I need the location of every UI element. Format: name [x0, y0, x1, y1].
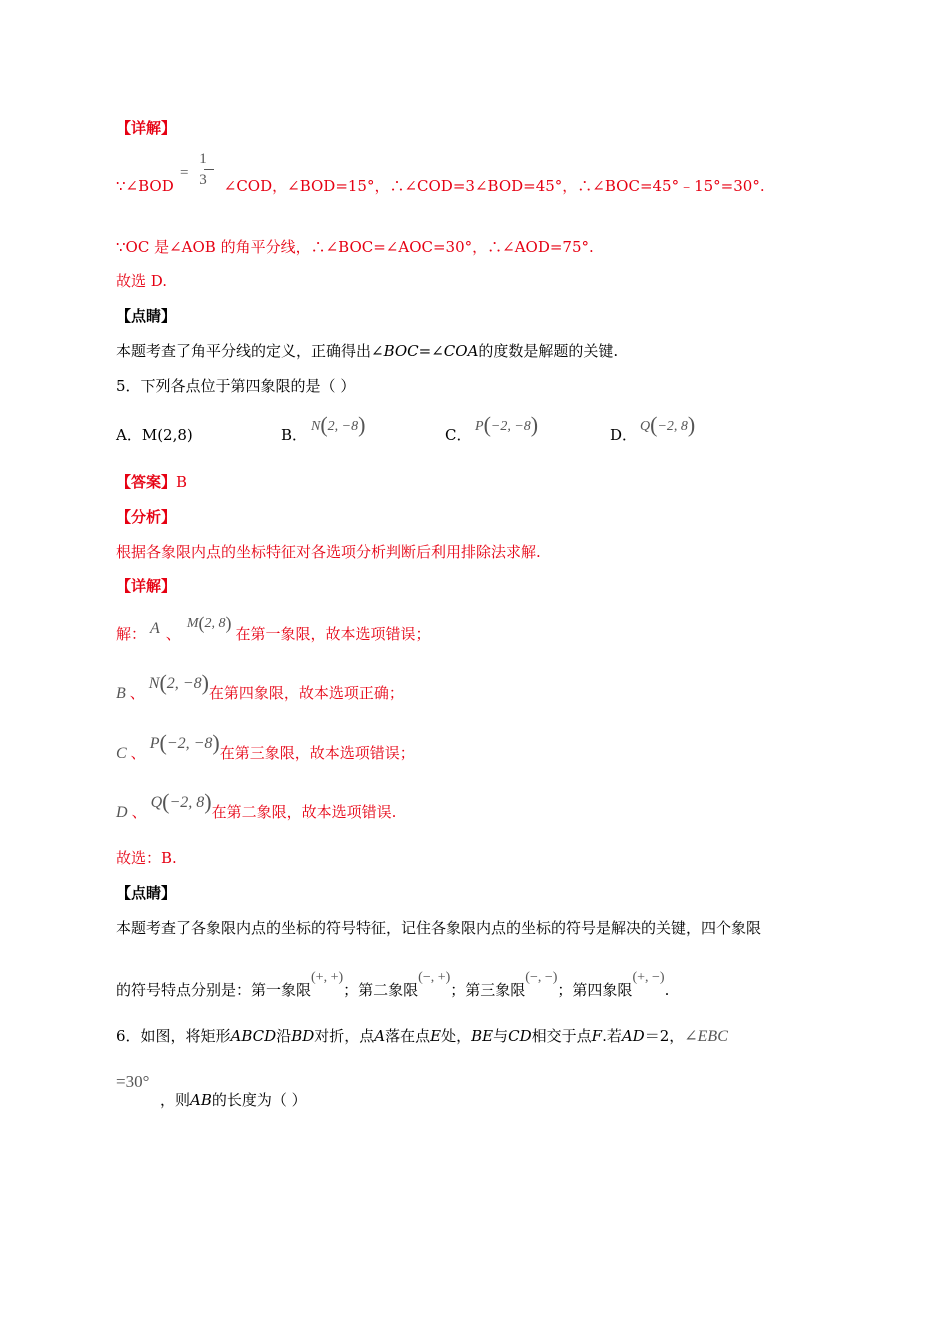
q6-abcd: ABCD	[230, 1027, 277, 1045]
q5-sol-c-math: P(−2, −8)	[149, 730, 220, 755]
q5-option-c-math: P(−2, −8)	[475, 412, 539, 437]
q5-option-d-coord: −2, 8	[657, 419, 688, 434]
q6-stem-g: 相交于点	[531, 1027, 592, 1045]
q6-stem-k: 的长度为（ ）	[211, 1091, 307, 1109]
q4-detail-line2: ∵OC 是∠AOB 的角平分线，∴∠BOC=∠AOC=30°，∴∠AOD=75°.	[116, 238, 594, 256]
q5-sol-c-text: 在第三象限，故本选项错误；	[219, 744, 415, 762]
q5-sol-d-coord: −2, 8	[169, 794, 205, 811]
q6-stem-d: 落在点	[385, 1027, 431, 1045]
q5-sign-q2: (−, +)	[418, 970, 451, 985]
q6-e: E	[430, 1027, 442, 1045]
q5-sol-a-sep: 、	[165, 625, 181, 643]
q6-stem-line1	[116, 1026, 728, 1047]
q4-point-eq: =∠	[418, 342, 444, 360]
q6-bd: BD	[291, 1027, 315, 1045]
q6-f: F	[591, 1027, 603, 1045]
q6-angle-value: =30°	[116, 1072, 150, 1091]
q6-stem-f: 与	[493, 1027, 509, 1045]
q6-stem-line2	[160, 1090, 307, 1110]
q5-option-a: A．M(2,8)	[116, 426, 193, 444]
q5-sol-b-text: 在第四象限，故本选项正确；	[208, 684, 404, 702]
q4-point-tag: 【点睛】	[116, 307, 177, 325]
q5-sol-a-text: 在第一象限，故本选项错误；	[235, 625, 431, 643]
q5-point-line2	[116, 970, 670, 1002]
q5-sol-a-coord: 2, 8	[204, 616, 226, 631]
q5-option-b-coord: 2, −8	[327, 419, 359, 434]
q4-point-b: 的度数是解题的关键.	[478, 342, 619, 360]
q5-choice: 故选：B.	[116, 849, 177, 867]
q5-sol-d-text: 在第二象限，故本选项错误.	[211, 803, 397, 821]
q4-line1-a: ∵∠BOD	[116, 177, 174, 195]
q5-sol-b	[116, 670, 404, 704]
q4-point-a: 本题考查了角平分线的定义，正确得出∠	[116, 342, 384, 360]
q5-sol-a-math: M(2, 8)	[186, 613, 232, 633]
q5-sign-q4: (+, −)	[632, 970, 665, 985]
q5-sol-b-pt: N	[148, 675, 160, 692]
q5-sign-q1: (+, +)	[311, 970, 344, 985]
q5-option-c-label: C．	[445, 426, 472, 444]
q5-point2-end: .	[664, 981, 670, 999]
q5-sign-q3: (−, −)	[525, 970, 558, 985]
q5-option-c-pt: P	[475, 419, 484, 434]
q5-sol-c-coord: −2, −8	[166, 735, 213, 752]
q4-frac-den: 3	[199, 172, 207, 188]
q4-point-text	[116, 341, 618, 361]
q5-sol-b-coord: 2, −8	[166, 675, 202, 692]
q4-point-v1: BOC	[383, 342, 419, 360]
q5-sol-a-pt: M	[186, 616, 199, 631]
q5-sol-d-pt: Q	[150, 794, 163, 811]
q5-sol-d-sep: 、	[131, 803, 147, 821]
q6-ad: AD	[621, 1027, 645, 1045]
q5-analysis: 根据各象限内点的坐标特征对各选项分析判断后利用排除法求解.	[116, 543, 541, 561]
q5-sol-d	[116, 789, 397, 823]
q6-stem-a: 6．如图，将矩形	[116, 1027, 231, 1045]
q5-sol-b-letter: B	[116, 685, 126, 702]
q5-option-d	[610, 412, 696, 445]
q6-stem-e: 处，	[441, 1027, 472, 1045]
q5-analysis-tag: 【分析】	[116, 508, 177, 526]
q5-option-d-pt: Q	[640, 419, 651, 434]
q5-option-c-coord: −2, −8	[490, 419, 531, 434]
q5-answer-value: B	[176, 473, 188, 491]
q6-stem-h: .若	[602, 1027, 622, 1045]
q5-answer-tag: 【答案】	[116, 473, 177, 491]
q6-stem-j: ，则	[160, 1091, 191, 1109]
q6-stem-i: ＝2，	[644, 1027, 685, 1045]
q6-angle: ∠EBC	[684, 1028, 728, 1045]
q5-option-b-math: N(2, −8)	[311, 412, 366, 437]
q5-sol-a	[116, 613, 431, 646]
q5-sol-d-letter: D	[116, 804, 128, 821]
q5-option-d-label: D．	[610, 426, 638, 444]
q5-option-b-pt: N	[311, 419, 321, 434]
q4-detail-tag: 【详解】	[116, 119, 177, 137]
q5-point2-d: ；第四象限	[557, 981, 633, 999]
q5-point-line1: 本题考查了各象限内点的坐标的符号特征，记住各象限内点的坐标的符号是解决的关键，四个象限	[116, 919, 762, 937]
q5-detail-tag: 【详解】	[116, 577, 177, 595]
q5-option-b-label: B．	[281, 426, 308, 444]
q4-frac-bar	[204, 169, 214, 170]
q5-point2-b: ；第二象限	[343, 981, 419, 999]
q6-a: A	[374, 1027, 386, 1045]
q5-sol-c-sep: 、	[130, 744, 146, 762]
q6-ab: AB	[190, 1091, 212, 1109]
q5-answer	[116, 472, 187, 492]
q5-option-d-math: Q(−2, 8)	[640, 412, 696, 437]
q5-sol-d-math: Q(−2, 8)	[150, 789, 212, 814]
q4-line1-b: ∠COD，∠BOD=15°，∴∠COD=3∠BOD=45°，∴∠BOC=45°﹣15°=30°.	[223, 177, 765, 195]
q4-fraction	[188, 150, 218, 189]
q6-cd: CD	[508, 1027, 532, 1045]
q5-sol-b-math: N(2, −8)	[148, 670, 209, 695]
q6-be: BE	[471, 1027, 494, 1045]
q4-frac-num: 1	[199, 151, 207, 167]
q4-frac-eq: =	[180, 165, 189, 181]
q5-option-b	[281, 412, 366, 445]
q5-point2-a: 的符号特点分别是：第一象限	[116, 981, 312, 999]
q5-sol-a-letter: A	[150, 620, 160, 637]
q5-sol-c-pt: P	[149, 735, 160, 752]
q6-stem-b: 沿	[276, 1027, 292, 1045]
q5-point-tag: 【点睛】	[116, 884, 177, 902]
q4-choice: 故选 D.	[116, 272, 168, 290]
q5-point2-c: ；第三象限	[450, 981, 526, 999]
q6-stem-c: 对折，点	[314, 1027, 375, 1045]
q5-sol-c	[116, 730, 415, 764]
q5-stem: 5．下列各点位于第四象限的是（ ）	[116, 377, 356, 395]
q4-point-v2: COA	[443, 342, 479, 360]
q5-option-c	[445, 412, 539, 445]
q5-sol-b-sep: 、	[129, 684, 145, 702]
q5-sol-c-letter: C	[116, 745, 127, 762]
q5-sol-prefix: 解：	[116, 625, 147, 643]
